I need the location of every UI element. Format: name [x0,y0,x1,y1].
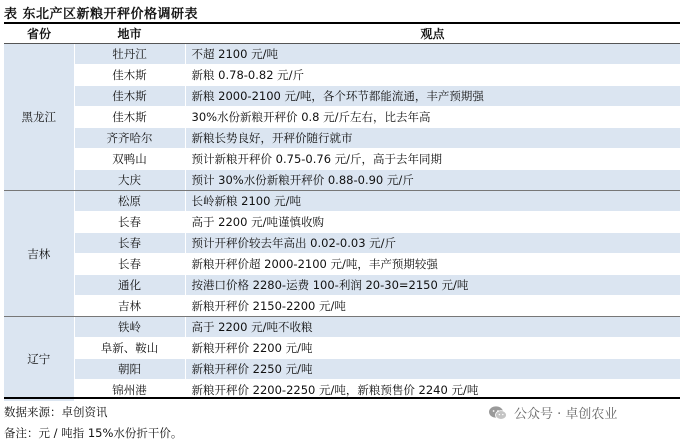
city-cell: 长春 [74,254,185,275]
city-cell: 长春 [74,212,185,233]
city-cell: 双鸭山 [74,149,185,170]
view-cell: 按港口价格 2280-运费 100-利润 20-30=2150 元/吨 [185,275,680,296]
view-cell: 预计 30%水份新粮开秤价 0.88-0.90 元/斤 [185,170,680,191]
watermark [488,403,617,422]
view-cell: 新粮开秤价 2200 元/吨 [185,338,680,359]
city-cell: 松原 [74,191,185,212]
header-city: 地市 [74,24,185,44]
table-row [4,65,680,86]
price-survey-table [4,24,680,401]
view-cell: 新粮长势良好，开秤价随行就市 [185,128,680,149]
table-row [4,254,680,275]
city-cell: 锦州港 [74,380,185,401]
table-row [4,128,680,149]
view-cell: 新粮 0.78-0.82 元/斤 [185,65,680,86]
bottom-rule [4,397,680,399]
table-row [4,275,680,296]
city-cell: 佳木斯 [74,86,185,107]
footnote: 备注：元 / 吨指 15%水份折干价。 [4,426,183,440]
view-cell: 新粮开秤价 2200-2250 元/吨，新粮预售价 2240 元/吨 [185,380,680,401]
header-province: 省份 [4,24,74,44]
table-row [4,233,680,254]
view-cell: 长岭新粮 2100 元/吨 [185,191,680,212]
table-row [4,107,680,128]
view-cell: 预计新粮开秤价 0.75-0.76 元/斤，高于去年同期 [185,149,680,170]
table-row [4,338,680,359]
city-cell: 齐齐哈尔 [74,128,185,149]
city-cell: 铁岭 [74,317,185,338]
city-cell: 牡丹江 [74,44,185,65]
view-cell: 新粮 2000-2100 元/吨，各个环节都能流通，丰产预期强 [185,86,680,107]
table-row [4,317,680,338]
header-view: 观点 [185,24,680,44]
city-cell: 长春 [74,233,185,254]
province-cell: 吉林 [4,191,74,317]
view-cell: 高于 2200 元/吨谨慎收购 [185,212,680,233]
view-cell: 预计开秤价较去年高出 0.02-0.03 元/斤 [185,233,680,254]
table-row [4,212,680,233]
table-row [4,149,680,170]
table-row [4,170,680,191]
city-cell: 通化 [74,275,185,296]
view-cell: 新粮开秤价 2150-2200 元/吨 [185,296,680,317]
city-cell: 朝阳 [74,359,185,380]
city-cell: 吉林 [74,296,185,317]
city-cell: 佳木斯 [74,107,185,128]
table-row [4,86,680,107]
data-source: 数据来源：卓创资讯 [4,405,108,419]
table-row [4,44,680,65]
table-title: 表 东北产区新粮开秤价格调研表 [4,7,199,22]
wechat-icon [488,405,508,421]
table-row [4,296,680,317]
city-cell: 大庆 [74,170,185,191]
view-cell: 新粮开秤价 2250 元/吨 [185,359,680,380]
watermark-text: 公众号 · 卓创农业 [514,407,618,422]
view-cell: 30%水份新粮开秤价 0.8 元/斤左右，比去年高 [185,107,680,128]
view-cell: 高于 2200 元/吨不收粮 [185,317,680,338]
province-cell: 辽宁 [4,317,74,401]
province-cell: 黑龙江 [4,44,74,191]
table-row [4,191,680,212]
city-cell: 佳木斯 [74,65,185,86]
city-cell: 阜新、鞍山 [74,338,185,359]
header-row [4,24,680,44]
view-cell: 新粮开秤价超 2000-2100 元/吨，丰产预期较强 [185,254,680,275]
view-cell: 不超 2100 元/吨 [185,44,680,65]
table-row [4,359,680,380]
